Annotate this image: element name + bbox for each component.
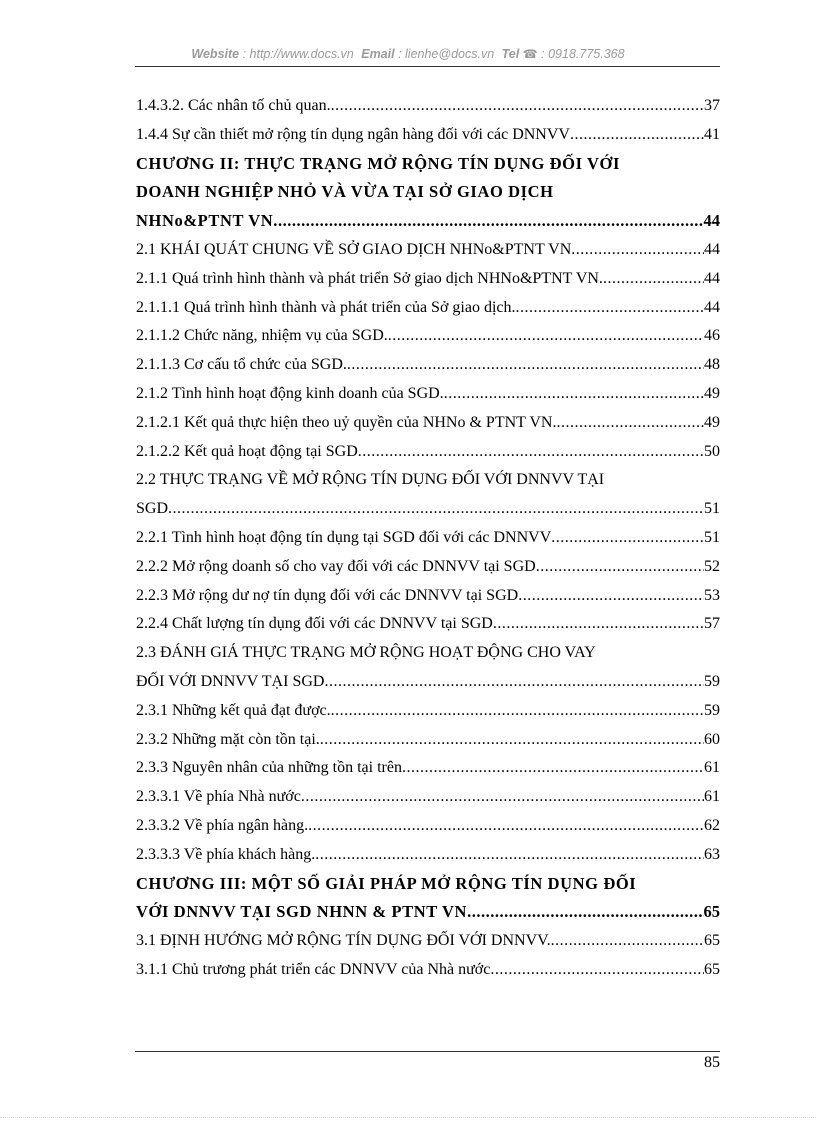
email-address: lienhe@docs.vn xyxy=(405,47,495,61)
toc-entry xyxy=(136,380,720,409)
toc-entry-title: 2.2.2 Mở rộng doanh số cho vay đối với các DNNVV tại SGD xyxy=(136,557,536,575)
toc-entry xyxy=(136,294,720,323)
toc-entry xyxy=(136,236,720,265)
toc-entry-title: 2.1.1.1 Quá trình hình thành và phát triển của Sở giao dịch. xyxy=(136,298,516,316)
toc-entry xyxy=(136,841,720,870)
toc-entry-title: 1.4.4 Sự cần thiết mở rộng tín dụng ngân hàng đối với các DNNVV xyxy=(136,125,570,143)
toc-leader-dots xyxy=(388,322,704,351)
toc-entry-page: 65 xyxy=(703,902,720,922)
tel-label: Tel xyxy=(501,47,520,61)
toc-entry-title: 2.3.3 Nguyên nhân của những tồn tại trên xyxy=(136,759,402,777)
toc-entry-title: 2.1.1 Quá trình hình thành và phát triển Sở giao dịch NHNo&PTNT VN. xyxy=(136,269,603,287)
toc-leader-dots xyxy=(551,524,704,553)
toc-entry xyxy=(136,754,720,783)
toc-entry-title: VỚI DNNVV TẠI SGD NHNN & PTNT VN. xyxy=(136,902,472,922)
toc-entry xyxy=(136,495,720,524)
toc-entry-title: ĐỐI VỚI DNNVV TẠI SGD xyxy=(136,672,325,690)
toc-entry xyxy=(136,812,720,841)
toc-entry-title: 2.1.1.3 Cơ cấu tổ chức của SGD. xyxy=(136,356,347,374)
toc-leader-dots xyxy=(493,610,704,639)
toc-entry xyxy=(136,409,720,438)
toc-entry-title: 2.1.2 Tình hình hoạt động kinh doanh của SGD. xyxy=(136,384,444,402)
toc-leader-dots xyxy=(301,783,704,812)
toc-entry-page: 57 xyxy=(704,615,720,633)
toc-entry xyxy=(136,783,720,812)
toc-entry xyxy=(136,610,720,639)
toc-entry-title: 3.1 ĐỊNH HƯỚNG MỞ RỘNG TÍN DỤNG ĐỐI VỚI DNNVV. xyxy=(136,932,551,950)
toc-leader-dots xyxy=(490,956,704,985)
toc-entry xyxy=(136,668,720,697)
toc-entry xyxy=(136,870,720,899)
toc-entry-page: 48 xyxy=(704,356,720,374)
toc-entry xyxy=(136,524,720,553)
toc-entry-page: 51 xyxy=(704,528,720,546)
header-rule xyxy=(135,66,720,67)
toc-leader-dots xyxy=(278,207,704,236)
toc-leader-dots xyxy=(168,495,704,524)
toc-entry xyxy=(136,697,720,726)
toc-entry-title: 2.3.3.1 Về phía Nhà nước xyxy=(136,788,301,806)
toc-entry-page: 61 xyxy=(704,788,720,806)
toc-entry-title: 2.1.2.1 Kết quả thực hiện theo uỷ quyền của NHNo & PTNT VN. xyxy=(136,413,557,431)
toc-entry-title: 2.1 KHÁI QUÁT CHUNG VỀ SỞ GIAO DỊCH NHNo&PTNT VN xyxy=(136,240,572,258)
toc-entry-page: 59 xyxy=(704,672,720,690)
toc-leader-dots xyxy=(603,265,704,294)
toc-entry-page: 41 xyxy=(704,125,720,143)
toc-leader-dots xyxy=(331,697,704,726)
toc-leader-dots xyxy=(358,438,704,467)
toc-entry-title: 2.3.2 Những mặt còn tồn tại. xyxy=(136,730,320,748)
toc-entry xyxy=(136,351,720,380)
toc-entry xyxy=(136,466,720,495)
toc-entry xyxy=(136,582,720,611)
toc-entry xyxy=(136,178,720,207)
toc-entry-page: 60 xyxy=(704,730,720,748)
toc-entry-page: 63 xyxy=(704,845,720,863)
phone-icon: ☎ xyxy=(522,47,538,61)
page-header: Website : http://www.docs.vn Email : lienhe@docs.vn Tel ☎ : 0918.775.368 xyxy=(191,47,625,61)
toc-entry-page: 53 xyxy=(704,586,720,604)
toc-leader-dots xyxy=(536,553,704,582)
toc-entry-title: 3.1.1 Chủ trương phát triển các DNNVV của Nhà nước xyxy=(136,960,491,978)
toc-entry-page: 61 xyxy=(704,759,720,777)
email-label: Email xyxy=(361,47,395,61)
toc-leader-dots xyxy=(444,380,704,409)
toc-entry xyxy=(136,150,720,179)
toc-entry-page: 50 xyxy=(704,442,720,460)
page-number: 85 xyxy=(704,1054,720,1071)
toc-entry-page: 62 xyxy=(704,816,720,834)
toc-entry xyxy=(136,898,720,927)
toc-entry-title: DOANH NGHIỆP NHỎ VÀ VỪA TẠI SỞ GIAO DỊCH xyxy=(136,182,554,202)
toc-entry xyxy=(136,121,720,150)
toc-entry-title: 1.4.3.2. Các nhân tố chủ quan. xyxy=(136,97,331,114)
toc-leader-dots xyxy=(570,121,704,150)
toc-entry-title: 2.1.1.2 Chức năng, nhiệm vụ của SGD. xyxy=(136,327,388,345)
toc-leader-dots xyxy=(308,812,704,841)
toc-entry-page: 65 xyxy=(704,932,720,950)
toc-entry-title: 2.2.1 Tình hình hoạt động tín dụng tại SGD đối với các DNNVV xyxy=(136,528,552,546)
toc-entry xyxy=(136,438,720,467)
toc-entry xyxy=(136,92,720,121)
toc-entry-page: 46 xyxy=(704,327,720,345)
toc-entry-page: 44 xyxy=(703,211,720,231)
website-label: Website xyxy=(191,47,240,61)
toc-entry-page: 44 xyxy=(704,298,720,316)
tel-number: 0918.775.368 xyxy=(548,47,625,61)
toc-leader-dots xyxy=(320,726,704,755)
toc-entry-page: 49 xyxy=(704,413,720,431)
toc-leader-dots xyxy=(556,409,704,438)
toc-leader-dots xyxy=(518,582,704,611)
toc-entry-page: 52 xyxy=(704,557,720,575)
toc-entry-title: 2.2.4 Chất lượng tín dụng đối với các DNNVV tại SGD xyxy=(136,615,493,633)
website-url: http://www.docs.vn xyxy=(249,47,354,61)
toc-entry xyxy=(136,207,720,236)
toc-leader-dots xyxy=(551,927,704,956)
toc-entry-title: 2.2.3 Mở rộng dư nợ tín dụng đối với các DNNVV tại SGD xyxy=(136,586,519,604)
toc-entry-title: 2.3 ĐÁNH GIÁ THỰC TRẠNG MỞ RỘNG HOẠT ĐỘNG CHO VAY xyxy=(136,644,596,662)
toc-entry xyxy=(136,553,720,582)
toc-leader-dots xyxy=(516,294,705,323)
toc-entry xyxy=(136,927,720,956)
toc-leader-dots xyxy=(402,754,704,783)
toc-entry-page: 37 xyxy=(704,97,720,114)
page-bottom-border xyxy=(0,1117,816,1118)
toc-entry-page: 65 xyxy=(704,960,720,978)
toc-leader-dots xyxy=(571,236,704,265)
toc-leader-dots xyxy=(324,668,704,697)
toc-entry-title: 2.3.3.2 Về phía ngân hàng. xyxy=(136,816,309,834)
toc-entry-title: CHƯƠNG III: MỘT SỐ GIẢI PHÁP MỞ RỘNG TÍN DỤNG ĐỐI xyxy=(136,873,637,893)
toc-leader-dots xyxy=(347,351,704,380)
toc-entry xyxy=(136,956,720,985)
toc-entry-title: SGD xyxy=(136,500,169,518)
toc-entry-title: 2.2 THỰC TRẠNG VỀ MỞ RỘNG TÍN DỤNG ĐỐI VỚI DNNVV TẠI xyxy=(136,471,605,489)
footer-rule xyxy=(135,1051,720,1052)
toc-entry-page: 59 xyxy=(704,701,720,719)
toc-leader-dots xyxy=(472,898,704,927)
toc-entry-page: 49 xyxy=(704,384,720,402)
toc-entry-title: NHNo&PTNT VN. xyxy=(136,211,278,231)
toc-leader-dots xyxy=(331,92,704,121)
toc-entry-page: 44 xyxy=(704,240,720,258)
toc-entry xyxy=(136,322,720,351)
table-of-contents xyxy=(136,92,720,985)
toc-entry-page: 51 xyxy=(704,500,720,518)
toc-entry-title: 2.1.2.2 Kết quả hoạt động tại SGD xyxy=(136,442,358,460)
toc-entry xyxy=(136,639,720,668)
toc-entry-title: 2.3.1 Những kết quả đạt được. xyxy=(136,701,331,719)
toc-leader-dots xyxy=(315,841,704,870)
toc-entry-page: 44 xyxy=(704,269,720,287)
toc-entry-title: CHƯƠNG II: THỰC TRẠNG MỞ RỘNG TÍN DỤNG ĐỐI VỚI xyxy=(136,153,620,173)
toc-entry-title: 2.3.3.3 Về phía khách hàng. xyxy=(136,845,316,863)
toc-entry xyxy=(136,726,720,755)
toc-entry xyxy=(136,265,720,294)
